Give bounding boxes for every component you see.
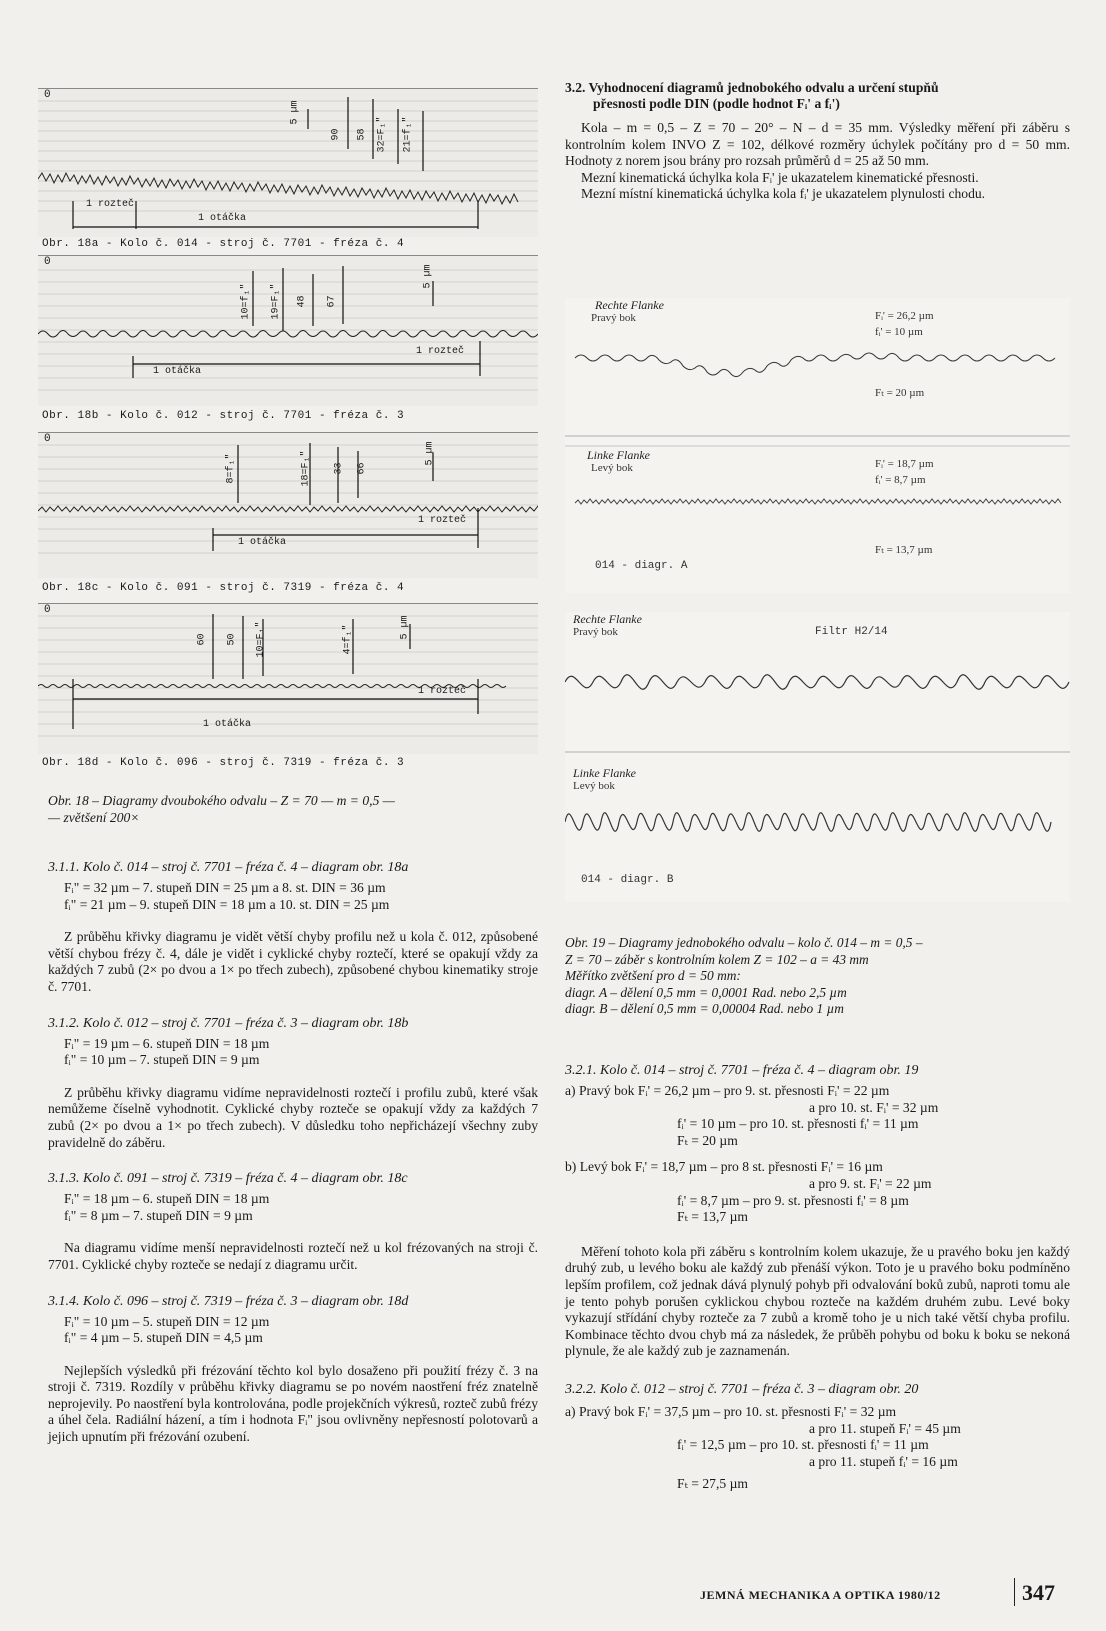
diagram-label: 014 - diagr. B xyxy=(581,874,674,886)
diagram-19a-graph xyxy=(565,298,1070,593)
diagram-unit: 5 µm xyxy=(424,441,436,466)
value-label: Fₜ = 13,7 µm xyxy=(875,544,933,556)
diagram-zero: 0 xyxy=(44,256,51,268)
diagram-unit: 5 µm xyxy=(289,100,301,125)
diagram-value: 21=f₁" xyxy=(402,116,414,153)
caption-line: Obr. 19 – Diagramy jednobokého odvalu – kolo č. 014 – m = 0,5 – xyxy=(565,935,923,950)
diagram-value: 50 xyxy=(226,633,238,646)
diagram-pitch: 1 rozteč xyxy=(416,346,465,357)
value-line: fᵢ' = 10 µm – pro 10. st. přesnosti fᵢ' = 11 µm xyxy=(677,1116,919,1132)
diagram-zero: 0 xyxy=(44,604,51,616)
value-label: Fᵢ' = 18,7 µm xyxy=(875,458,934,470)
diagram-label: 014 - diagr. A xyxy=(595,560,688,572)
section-3-1-4-heading: 3.1.4. Kolo č. 096 – stroj č. 7319 – fréza č. 3 – diagram obr. 18d xyxy=(48,1293,409,1309)
value-line: Fᵢ" = 10 µm – 5. stupeň DIN = 12 µm xyxy=(64,1313,270,1329)
diagram-18d-graph xyxy=(38,604,538,754)
right-column-body xyxy=(565,1063,1070,1493)
value-line: fᵢ' = 12,5 µm – pro 10. st. přesnosti fᵢ' = 11 µm xyxy=(677,1437,929,1453)
diagram-18c-caption: Obr. 18c - Kolo č. 091 - stroj č. 7319 - fréza č. 4 xyxy=(42,582,405,594)
value-line: Fₜ = 27,5 µm xyxy=(677,1476,748,1492)
diagram-value: 10=F₁" xyxy=(255,621,267,658)
diagram-zero: 0 xyxy=(44,433,51,445)
diagram-unit: 5 µm xyxy=(422,264,434,289)
section-3-2-1-heading: 3.2.1. Kolo č. 014 – stroj č. 7701 – fréza č. 4 – diagram obr. 19 xyxy=(565,1063,919,1078)
diagram-18d-caption: Obr. 18d - Kolo č. 096 - stroj č. 7319 - fréza č. 3 xyxy=(42,757,405,769)
diagram-pitch: 1 rozteč xyxy=(86,199,135,210)
section-3-1-3-heading: 3.1.3. Kolo č. 091 – stroj č. 7319 – fréza č. 4 – diagram obr. 18c xyxy=(48,1171,408,1187)
diagram-value: 48 xyxy=(296,295,308,308)
diagram-19b xyxy=(565,612,1070,902)
footer-divider xyxy=(1014,1578,1015,1606)
diagram-18b-graph xyxy=(38,256,538,406)
hand-label: Rechte Flanke xyxy=(573,612,642,626)
value-line: fᵢ' = 8,7 µm – pro 9. st. přesnosti fᵢ' = 8 µm xyxy=(677,1192,909,1208)
section-3-1-2-heading: 3.1.2. Kolo č. 012 – stroj č. 7701 – fréza č. 3 – diagram obr. 18b xyxy=(48,1015,409,1031)
diagram-18a-caption: Obr. 18a - Kolo č. 014 - stroj č. 7701 - fréza č. 4 xyxy=(42,238,405,250)
figure-18-caption: Obr. 18 – Diagramy dvoubokého odvalu – Z = 70 — m = 0,5 — xyxy=(48,793,395,808)
diagram-value: 67 xyxy=(326,295,338,308)
value-line: a pro 11. stupeň Fᵢ' = 45 µm xyxy=(809,1420,961,1436)
hand-label: Rechte Flanke xyxy=(595,298,664,312)
side-label: Levý bok xyxy=(591,462,633,474)
right-column-intro xyxy=(565,80,1070,203)
value-label: fᵢ' = 10 µm xyxy=(875,326,923,338)
diagram-18b xyxy=(38,255,538,406)
diagram-zero: 0 xyxy=(44,89,51,101)
value-line: Fᵢ" = 32 µm – 7. stupeň DIN = 25 µm a 8. st. DIN = 36 µm xyxy=(64,880,386,895)
value-line: a) Pravý bok Fᵢ' = 26,2 µm – pro 9. st. přesnosti Fᵢ' = 22 µm xyxy=(565,1083,890,1098)
diagram-18c-graph xyxy=(38,433,538,578)
diagram-18a-graph xyxy=(38,89,538,237)
value-line: fᵢ" = 8 µm – 7. stupeň DIN = 9 µm xyxy=(64,1207,253,1223)
diagram-value: 4=f₁" xyxy=(342,624,354,655)
diagram-value: 10=f₁" xyxy=(240,283,252,320)
filter-label: Filtr H2/14 xyxy=(815,626,888,638)
figure-19-caption xyxy=(565,935,1070,1018)
section-3-1-1-heading: 3.1.1. Kolo č. 014 – stroj č. 7701 – fréza č. 4 – diagram obr. 18a xyxy=(48,860,409,875)
value-line: a pro 9. st. Fᵢ' = 22 µm xyxy=(809,1175,932,1191)
journal-name: JEMNÁ MECHANIKA A OPTIKA 1980/12 xyxy=(700,1588,941,1602)
value-line: Fᵢ" = 18 µm – 6. stupeň DIN = 18 µm xyxy=(64,1191,270,1207)
diagram-19a xyxy=(565,298,1070,593)
section-3-2-heading-cont: přesnosti podle DIN (podle hodnot Fᵢ' a fᵢ') xyxy=(593,96,840,111)
paragraph: Na diagramu vidíme menší nepravidelnosti roztečí než u kol frézovaných na stroji č. 7701. Cyklické chyby rozteče se nedají z diagramu určit. xyxy=(48,1240,538,1272)
paragraph: Z průběhu křivky diagramu vidíme nepravidelnosti roztečí i profilu zubů, které však nemůžeme číselně vyhodnotit. Cyklické chyby rozteče se opakují vždy za každých 7 zubů (2× po dvou a 1× po třech zubech). V důsledku toho nepřicházejí všechny zuby pravidelně do záběru. xyxy=(48,1084,538,1150)
diagram-18c xyxy=(38,432,538,578)
page-number: 347 xyxy=(1022,1580,1055,1605)
diagram-18b-caption: Obr. 18b - Kolo č. 012 - stroj č. 7701 - fréza č. 3 xyxy=(42,410,405,422)
diagram-value: 8=f₁" xyxy=(225,453,237,484)
value-line: a) Pravý bok Fᵢ' = 37,5 µm – pro 10. st. přesnosti Fᵢ' = 32 µm xyxy=(565,1403,897,1419)
caption-line: diagr. A – dělení 0,5 mm = 0,0001 Rad. nebo 2,5 µm xyxy=(565,984,847,1000)
value-label: fᵢ' = 8,7 µm xyxy=(875,474,926,486)
side-label: Pravý bok xyxy=(591,312,636,324)
value-line: fᵢ" = 4 µm – 5. stupeň DIN = 4,5 µm xyxy=(64,1330,263,1346)
diagram-pitch: 1 rozteč xyxy=(418,515,467,526)
hand-label: Linke Flanke xyxy=(587,448,650,462)
caption-line: Z = 70 – záběr s kontrolním kolem Z = 102 – a = 43 mm xyxy=(565,951,869,967)
paragraph: Měření tohoto kola při záběru s kontrolním kolem ukazuje, že u pravého boku jen každý druhý zub, u levého boku ale každý zub přenáší výkon. Toto je u pravého boku podmíněno lepším profilem, což jednak dává plynulý pohyb při odvalování boků zubů, naproti tomu ale je tento pohyb porušen cyklickou chybou rozteče na každém druhém zubu. Levé boky vykazují střídání chyby rozteče za 7 zubů a kromě toho je u nich také větší chyba profilu. Kombinace těchto dvou chyb má za následek, že průběh pohybu od boku k boku se nekoná plynule, že ale každý zub je zaznamenán. xyxy=(565,1243,1070,1359)
value-line: Fₜ = 13,7 µm xyxy=(677,1209,748,1225)
diagram-18d xyxy=(38,603,538,754)
diagram-value: 33 xyxy=(333,462,345,475)
diagram-value: 66 xyxy=(356,462,368,475)
paragraph: Mezní místní kinematická úchylka kola fᵢ' je ukazatelem plynulosti chodu. xyxy=(581,186,986,202)
value-label: Fₜ = 20 µm xyxy=(875,387,925,399)
diagram-revolution: 1 otáčka xyxy=(198,213,247,224)
hand-label: Linke Flanke xyxy=(573,766,636,780)
value-line: b) Levý bok Fᵢ' = 18,7 µm – pro 8 st. přesnosti Fᵢ' = 16 µm xyxy=(565,1159,883,1175)
value-line: fᵢ" = 21 µm – 9. stupeň DIN = 18 µm a 10. st. DIN = 25 µm xyxy=(64,896,390,912)
diagram-unit: 5 µm xyxy=(399,615,411,640)
value-line: a pro 10. st. Fᵢ' = 32 µm xyxy=(809,1099,939,1115)
paragraph: Z průběhu křivky diagramu je vidět větší chyby profilu než u kola č. 012, způsobené větší chybou frézy č. 4, dále je vidět i cyklické chyby roztečí, které se opakují vždy za každých 7 zubů (2× po dvou a 1× po třech zubech), způsobené chybou kinematiky stroje č. 7701. xyxy=(48,929,538,994)
paragraph: Mezní kinematická úchylka kola Fᵢ' je ukazatelem kinematické přesnosti. xyxy=(581,169,979,185)
diagram-value: 58 xyxy=(356,128,368,141)
value-line: a pro 11. stupeň fᵢ' = 16 µm xyxy=(809,1453,958,1469)
diagram-value: 19=F₁" xyxy=(270,283,282,320)
paragraph: Nejlepších výsledků při frézování těchto kol bylo dosaženo při použití frézy č. 3 na stroji č. 7319. Rozdíly v průběhu křivky diagramu se po novém naostření fréz znatelně neprojevily. Po naostření byla kontrolována, podle projekčních výkresů, rozteč zubů frézy a úhel čela. Radiální házení, a tím i hodnota Fᵢ" jsou ovlivněny nepřesností polotovarů a jejich upnutím při frézování ozubení. xyxy=(48,1362,538,1445)
diagram-revolution: 1 otáčka xyxy=(153,366,202,377)
side-label: Levý bok xyxy=(573,780,615,792)
diagram-value: 32=F₁" xyxy=(376,116,388,153)
value-line: fᵢ" = 10 µm – 7. stupeň DIN = 9 µm xyxy=(64,1052,260,1068)
caption-line: Měřítko zvětšení pro d = 50 mm: xyxy=(565,968,741,984)
diagram-pitch: 1 rozteč xyxy=(418,686,467,697)
side-label: Pravý bok xyxy=(573,626,618,638)
figure-18-caption-cont: — zvětšení 200× xyxy=(48,810,140,825)
diagram-value: 90 xyxy=(330,128,342,141)
diagram-value: 18=F₁" xyxy=(300,450,312,487)
diagram-revolution: 1 otáčka xyxy=(203,719,252,730)
paragraph: Kola – m = 0,5 – Z = 70 – 20° – N – d = 35 mm. Výsledky měření při záběru s kontrolním kolem INVO Z = 102, délkové rozměry úchylek počítány pro d = 50 mm. Hodnoty z norem jsou brány pro rozsah průměrů d = 25 až 50 mm. xyxy=(565,120,1070,169)
diagram-19b-graph xyxy=(565,612,1070,902)
section-3-2-heading: 3.2. Vyhodnocení diagramů jednobokého odvalu a určení stupňů xyxy=(565,80,939,95)
diagram-value: 60 xyxy=(196,633,208,646)
diagram-revolution: 1 otáčka xyxy=(238,537,287,548)
diagram-18a xyxy=(38,88,538,237)
section-3-2-2-heading: 3.2.2. Kolo č. 012 – stroj č. 7701 – fréza č. 3 – diagram obr. 20 xyxy=(565,1381,919,1397)
value-label: Fᵢ' = 26,2 µm xyxy=(875,310,934,322)
value-line: Fᵢ" = 19 µm – 6. stupeň DIN = 18 µm xyxy=(64,1035,270,1051)
value-line: Fₜ = 20 µm xyxy=(677,1132,738,1148)
caption-line: diagr. B – dělení 0,5 mm = 0,00004 Rad. nebo 1 µm xyxy=(565,1001,844,1017)
left-column xyxy=(48,860,538,1446)
